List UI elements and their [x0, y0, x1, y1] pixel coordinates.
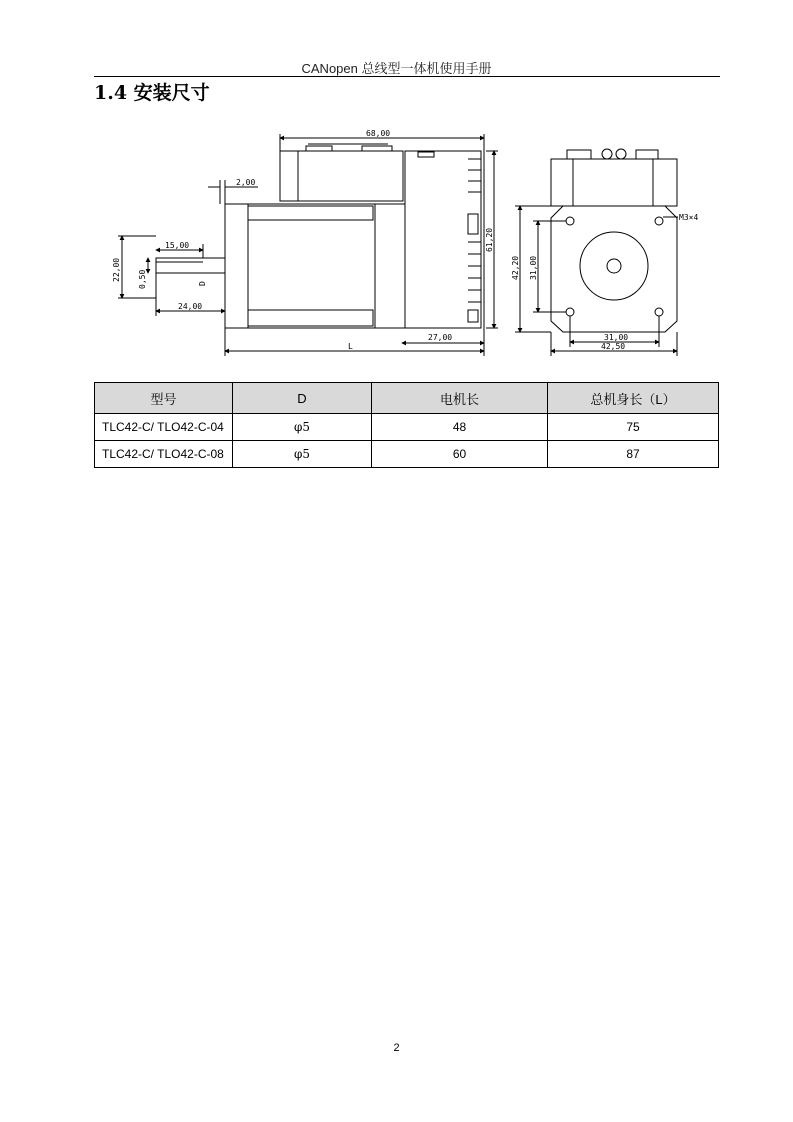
dim-hole-spacing-v: 31,00: [529, 255, 538, 280]
table-row: [95, 414, 719, 441]
header-rule: [94, 76, 720, 77]
dim-flange: 2,00: [236, 178, 256, 187]
cell-d: φ5: [233, 414, 372, 441]
table-header-row: [95, 383, 719, 414]
dim-height-side: 42,20: [511, 255, 520, 280]
dimension-drawing: [108, 124, 708, 364]
dim-flat-depth: 0,50: [138, 269, 147, 289]
col-header-model: 型号: [95, 383, 233, 414]
cell-total-length: 75: [548, 414, 719, 441]
section-title: 1.4 安装尺寸: [94, 82, 210, 104]
cell-total-length: 87: [548, 441, 719, 468]
dim-hole-spacing-h: 31,00: [604, 333, 629, 342]
dim-shaft-height: 22,00: [112, 257, 121, 282]
dim-total-length: 68,00: [366, 129, 391, 138]
front-shaft: [607, 259, 621, 273]
cell-motor-length: 48: [372, 414, 548, 441]
dim-screw: M3×4: [679, 213, 699, 222]
cell-motor-length: 60: [372, 441, 548, 468]
dim-shaft-diameter: D: [198, 281, 207, 286]
table-row: [95, 441, 719, 468]
dim-shaft-length: 24,00: [178, 302, 203, 311]
motor-shaft: [156, 258, 225, 273]
col-header-motor-length: 电机长: [372, 383, 548, 414]
col-header-d: D: [233, 383, 372, 414]
spec-table: [94, 382, 719, 468]
front-driver-block: [551, 159, 677, 206]
document-header: CANopen 总线型一体机使用手册: [301, 61, 492, 76]
page-number: 2: [393, 1042, 400, 1054]
flange-boss: [580, 232, 648, 300]
dim-shaft-flat: 15,00: [165, 241, 190, 250]
cell-d: φ5: [233, 441, 372, 468]
motor-body: [225, 204, 405, 328]
col-header-total-length: 总机身长（L）: [548, 383, 719, 414]
dim-height-total: 61,20: [485, 227, 494, 252]
dim-driver-length: 27,00: [428, 333, 453, 342]
driver-housing: [405, 151, 481, 328]
dim-flange-width: 42,50: [601, 342, 626, 351]
cell-model: TLC42-C/ TLO42-C-08: [95, 441, 233, 468]
cell-model: TLC42-C/ TLO42-C-04: [95, 414, 233, 441]
dim-body-length: L: [348, 342, 353, 351]
